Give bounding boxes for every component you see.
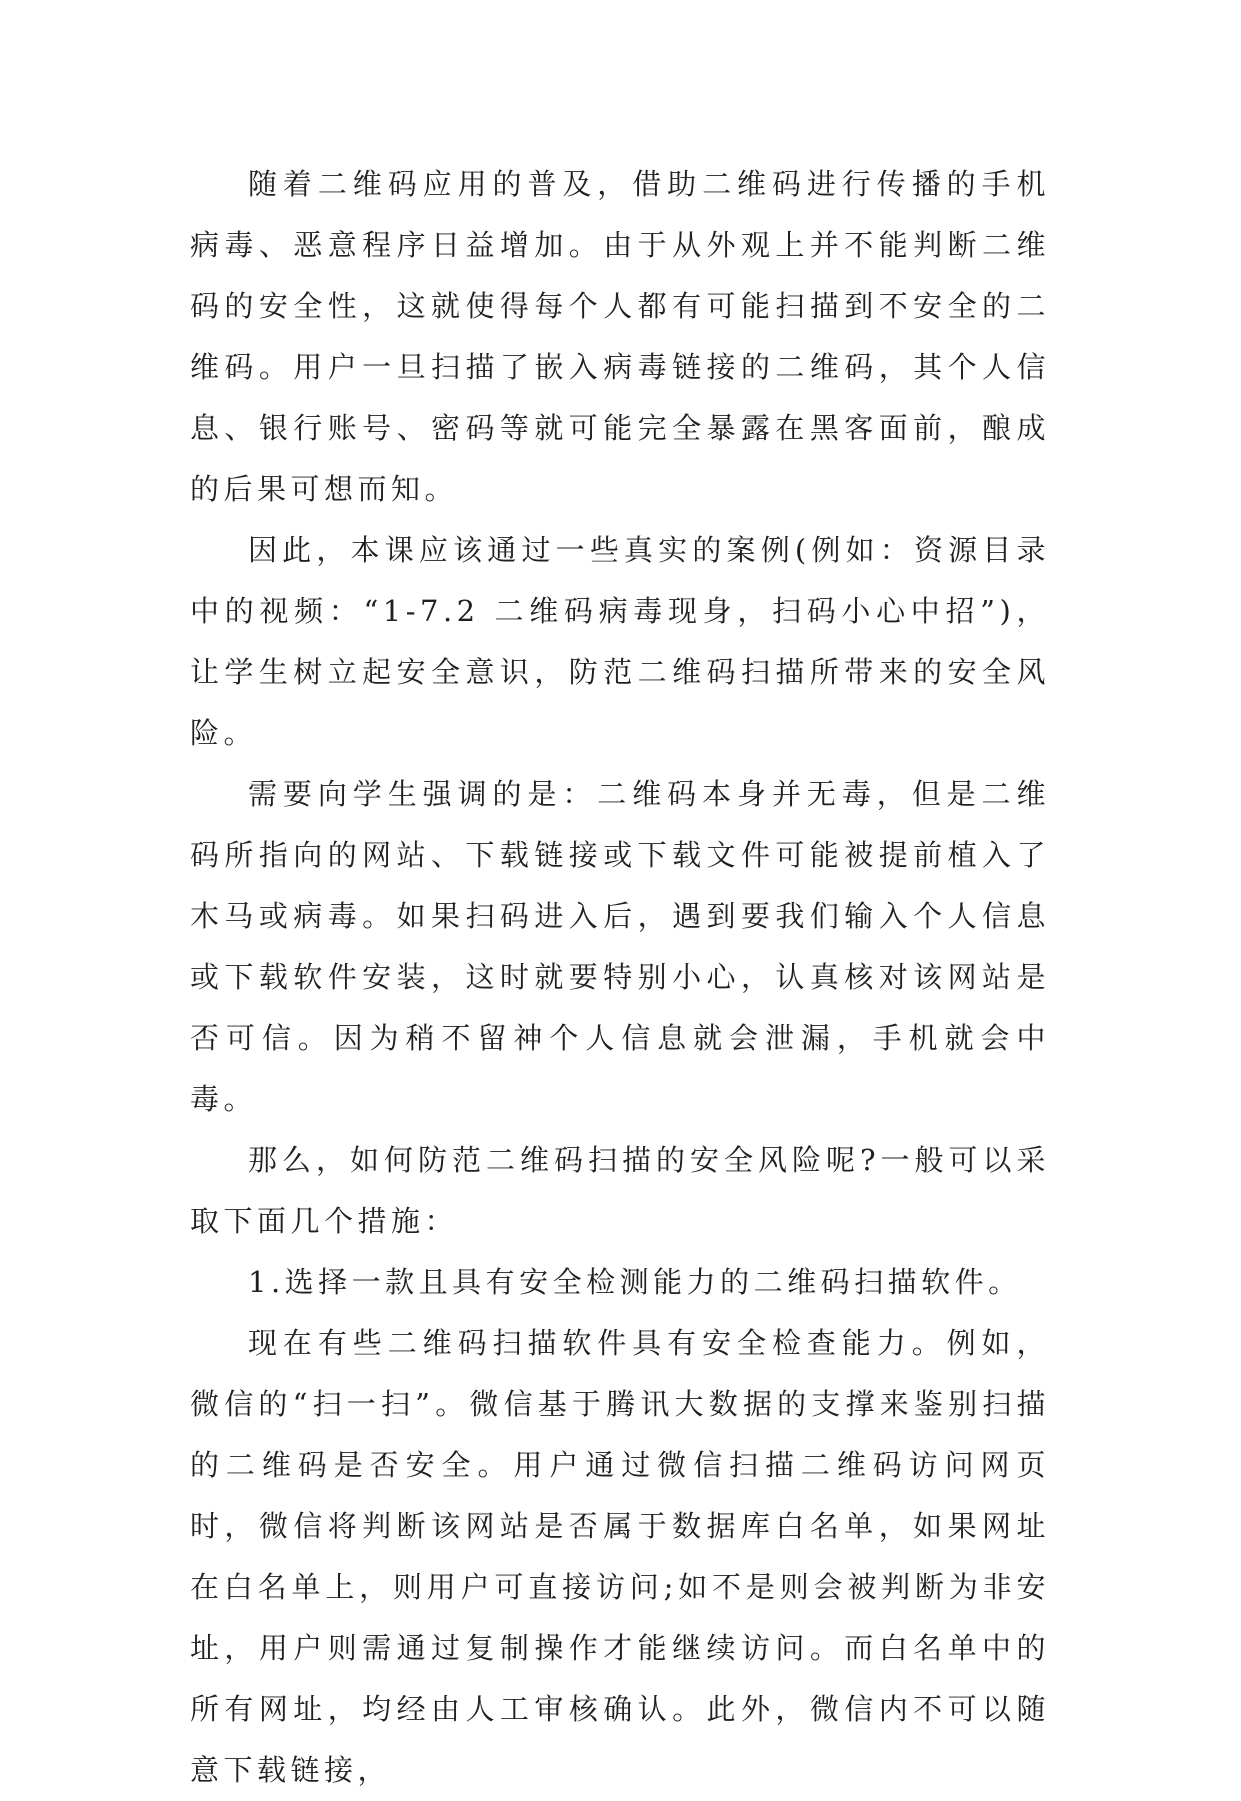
paragraph-qr-virus-intro: 随着二维码应用的普及，借助二维码进行传播的手机病毒、恶意程序日益增加。由于从外观上并不能判断二维码的安全性，这就使得每个人都有可能扫描到不安全的二维码。用户一旦扫描了嵌入病毒链接的二维码，其个人信息、银行账号、密码等就可能完全暴露在黑客面前，酿成的后果可想而知。 — [190, 167, 1050, 506]
document-body — [190, 154, 1050, 1801]
paragraph-emphasis: 需要向学生强调的是：二维码本身并无毒，但是二维码所指向的网站、下载链接或下载文件可能被提前植入了木马或病毒。如果扫码进入后，遇到要我们输入个人信息或下载软件安装，这时就要特别小心，认真核对该网站是否可信。因为稍不留神个人信息就会泄漏，手机就会中毒。 — [190, 777, 1050, 1116]
paragraph-measures-question: 那么，如何防范二维码扫描的安全风险呢?一般可以采取下面几个措施： — [190, 1143, 1050, 1238]
paragraph-wechat-scan: 现在有些二维码扫描软件具有安全检查能力。例如，微信的“扫一扫”。微信基于腾讯大数据的支撑来鉴别扫描的二维码是否安全。用户通过微信扫描二维码访问网页时，微信将判断该网站是否属于数据库白名单，如果网址在白名单上，则用户可直接访问;如不是则会被判断为非安址，用户则需通过复制操作才能继续访问。而白名单中的所有网址，均经由人工审核确认。此外，微信内不可以随意下载链接， — [190, 1326, 1050, 1787]
paragraph-case-study: 因此，本课应该通过一些真实的案例(例如：资源目录中的视频：“1-7.2 二维码病毒现身，扫码小心中招”)，让学生树立起安全意识，防范二维码扫描所带来的安全风险。 — [190, 533, 1050, 750]
paragraph-measure-1: 1.选择一款且具有安全检测能力的二维码扫描软件。 — [248, 1265, 1022, 1299]
